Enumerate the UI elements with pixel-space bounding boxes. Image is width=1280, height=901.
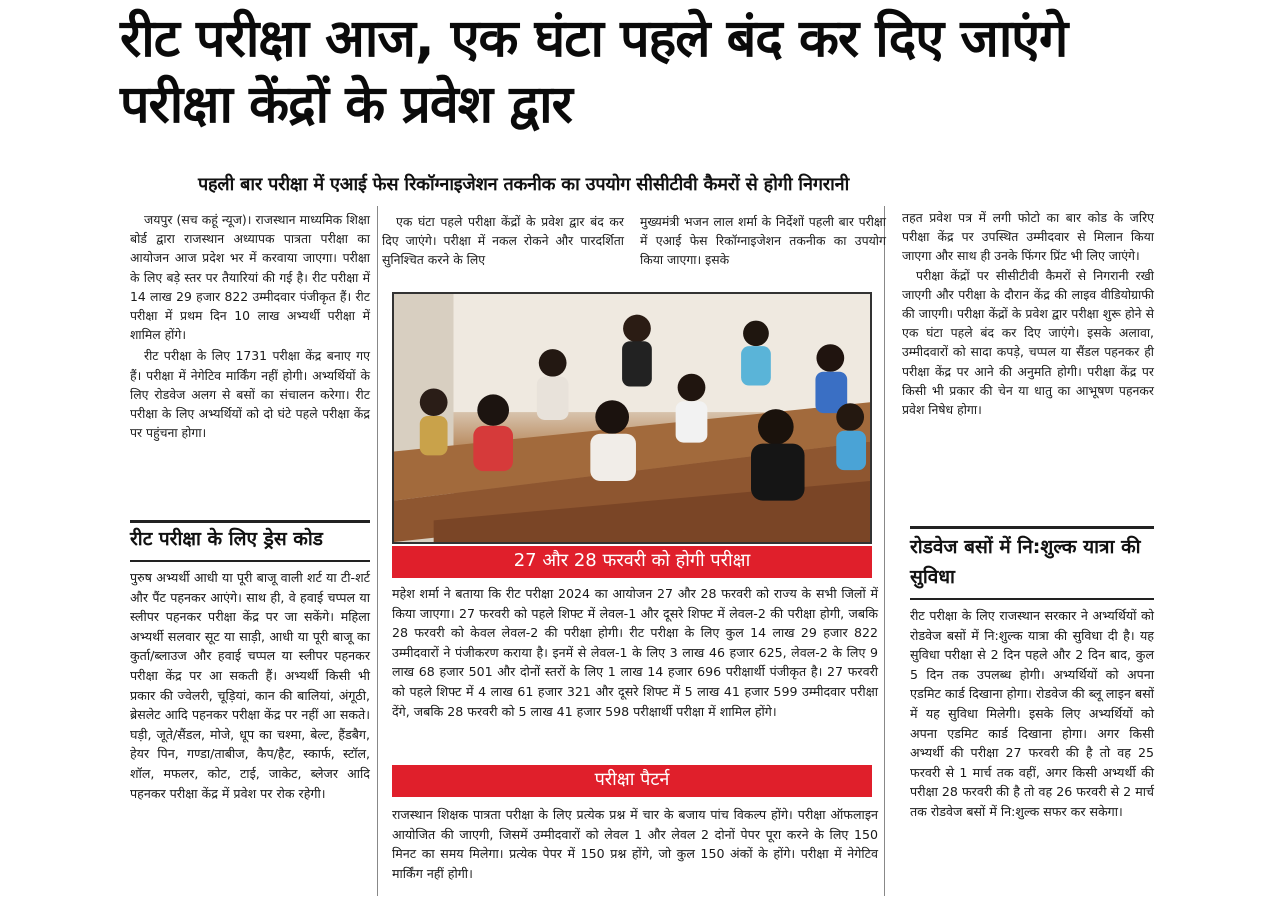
section-rule <box>130 560 370 562</box>
exam-pattern-heading: परीक्षा पैटर्न <box>392 765 872 797</box>
paragraph: मुख्यमंत्री भजन लाल शर्मा के निर्देशों पहली बार परीक्षा में एआई फेस रिकॉग्नाइजेशन तकनीक का उपयोग किया जाएगा। इसके <box>640 214 886 268</box>
dress-code-heading: रीट परीक्षा के लिए ड्रेस कोड <box>130 528 323 550</box>
article-column-2 <box>382 212 624 270</box>
paragraph: जयपुर (सच कहूं न्यूज)। राजस्थान माध्यमिक शिक्षा बोर्ड द्वारा राजस्थान अध्यापक पात्रता परीक्षा का आयोजन आज प्रदेश भर में करवाया जाएगा। परीक्षा के लिए बड़े स्तर पर तैयारियां की गई है। रीट परीक्षा में 14 लाख 29 हजार 822 उम्मीदवार पंजीकृत हैं। रीट परीक्षा में प्रथम दिन 10 लाख अभ्यर्थी परीक्षा में शामिल होंगे। <box>130 212 370 343</box>
section-rule <box>910 598 1154 600</box>
article-column-3 <box>640 212 886 270</box>
column-divider <box>377 206 378 896</box>
roadways-text: रीट परीक्षा के लिए राजस्थान सरकार ने अभ्यर्थियों को रोडवेज बसों में नि:शुल्क यात्रा की सुविधा दी है। यह सुविधा परीक्षा से 2 दिन पहले और 2 दिन बाद, कुल 5 दिन तक उपलब्ध होगी। अभ्यर्थियों को अपना एडमिट कार्ड दिखाना होगा। रोडवेज की ब्लू लाइन बसों में यह सुविधा मिलेगी। इसके लिए अभ्यर्थियों को अपना एडमिट कार्ड दिखाना होगा। अगर किसी अभ्यर्थी की परीक्षा 27 फरवरी की है तो वह 25 फरवरी से 1 मार्च तक वहीं, अगर किसी अभ्यर्थी की परीक्षा 28 फरवरी की है तो वह 26 फरवरी से 2 मार्च तक रोडवेज बसों में नि:शुल्क सफर कर सकेगा। <box>910 608 1154 819</box>
section-rule <box>130 520 370 523</box>
paragraph: तहत प्रवेश पत्र में लगी फोटो का बार कोड के जरिए परीक्षा केंद्र पर उपस्थित उम्मीदवार से मिलान किया जाएगा और साथ ही उनके फिंगर प्रिंट भी लिए जाएंगे। <box>902 210 1154 264</box>
exam-dates-text: महेश शर्मा ने बताया कि रीट परीक्षा 2024 का आयोजन 27 और 28 फरवरी को राज्य के सभी जिलों में किया जाएगा। 27 फरवरी को पहले शिफ्ट में लेवल-1 और दूसरे शिफ्ट में लेवल-2 की परीक्षा होगी, जबकि 28 फरवरी को केवल लेवल-2 की परीक्षा होगी। रीट परीक्षा के लिए कुल 14 लाख 29 हजार 822 उम्मीदवारों ने पंजीकरण कराया है। इनमें से लेवल-1 के लिए 3 लाख 46 हजार 625, लेवल-2 के लिए 9 लाख 68 हजार 501 और दोनों स्तरों के लिए 1 लाख 14 हजार 696 परीक्षार्थी पंजीकृत है। 27 फरवरी को पहले शिफ्ट में 4 लाख 61 हजार 321 और दूसरे शिफ्ट में 5 लाख 41 हजार 599 उम्मीदवार परीक्षा देंगे, जबकि 28 फरवरी को 5 लाख 41 हजार 598 परीक्षार्थी परीक्षा में शामिल होंगे। <box>392 586 878 719</box>
paragraph: रीट परीक्षा के लिए 1731 परीक्षा केंद्र बनाए गए हैं। परीक्षा में नेगेटिव मार्किंग नहीं होगी। अभ्यर्थियों के लिए रोडवेज अलग से बसों का संचालन करेगा। रीट परीक्षा के लिए अभ्यर्थियों को दो घंटे पहले परीक्षा केंद्र पर पहुंचना होगा। <box>130 348 370 441</box>
exam-dates-heading: 27 और 28 फरवरी को होगी परीक्षा <box>392 546 872 578</box>
exam-pattern-text: राजस्थान शिक्षक पात्रता परीक्षा के लिए प्रत्येक प्रश्न में चार के बजाय पांच विकल्प होंगे। परीक्षा ऑफलाइन आयोजित की जाएगी, जिसमें उम्मीदवारों को लेवल 1 और लेवल 2 दोनों पेपर पूरा करने के लिए 150 मिनट का समय मिलेगा। प्रत्येक पेपर में 150 प्रश्न होंगे, जो कुल 150 अंकों के होंगे। परीक्षा में नेगेटिव मार्किंग नहीं होगी। <box>392 807 878 881</box>
roadways-heading: रोडवेज बसों में नि:शुल्क यात्रा की सुविधा <box>910 536 1141 588</box>
article-column-4 <box>902 208 1154 419</box>
paragraph: परीक्षा केंद्रों पर सीसीटीवी कैमरों से निगरानी रखी जाएगी और परीक्षा के दौरान केंद्र की लाइव वीडियोग्राफी की जाएगी। परीक्षा केंद्रों के प्रवेश द्वार परीक्षा शुरू होने से एक घंटा पहले बंद कर दिए जाएंगे। इसके अलावा, उम्मीदवारों को सादा कपड़े, चप्पल या सैंडल पहनकर ही परीक्षा केंद्र पर आने की अनुमति होगी। परीक्षा केंद्र पर किसी भी प्रकार की चेन या धातु का आभूषण पहनकर प्रवेश निषेध होगा। <box>902 267 1154 418</box>
section-rule <box>910 526 1154 529</box>
exam-hall-photo <box>392 292 872 544</box>
subheadline: पहली बार परीक्षा में एआई फेस रिकॉग्नाइजेशन तकनीक का उपयोग सीसीटीवी कैमरों से होगी निगरानी <box>198 174 850 195</box>
headline: रीट परीक्षा आज, एक घंटा पहले बंद कर दिए जाएंगे परीक्षा केंद्रों के प्रवेश द्वार <box>120 9 1068 135</box>
article-column-1 <box>130 210 370 442</box>
dress-code-text: पुरुष अभ्यर्थी आधी या पूरी बाजू वाली शर्ट या टी-शर्ट और पैंट पहनकर आएंगे। साथ ही, वे हवाई चप्पल या स्लीपर पहनकर परीक्षा केंद्र पर जा सकेंगे। महिला अभ्यर्थी सलवार सूट या साड़ी, आधी या पूरी बाजू का कुर्ता/ब्लाउज और हवाई चप्पल या स्लीपर पहनकर परीक्षा केंद्र पर आ सकती हैं। अभ्यर्थी किसी भी प्रकार की ज्वेलरी, चूड़ियां, कान की बालियां, अंगूठी, ब्रेसलेट आदि पहनकर परीक्षा केंद्र पर नहीं आ सकते। घड़ी, जूते/सैंडल, मोजे, धूप का चश्मा, बेल्ट, हैंडबैग, हेयर पिन, गण्डा/ताबीज, कैप/हैट, स्कार्फ, स्टॉल, शॉल, मफलर, कोट, टाई, जाकेट, ब्लेजर आदि पहनकर परीक्षा केंद्र में प्रवेश पर रोक रहेगी। <box>130 570 370 801</box>
column-divider <box>884 206 885 896</box>
paragraph: एक घंटा पहले परीक्षा केंद्रों के प्रवेश द्वार बंद कर दिए जाएंगे। परीक्षा में नकल रोकने और पारदर्शिता सुनिश्चित करने के लिए <box>382 214 624 268</box>
